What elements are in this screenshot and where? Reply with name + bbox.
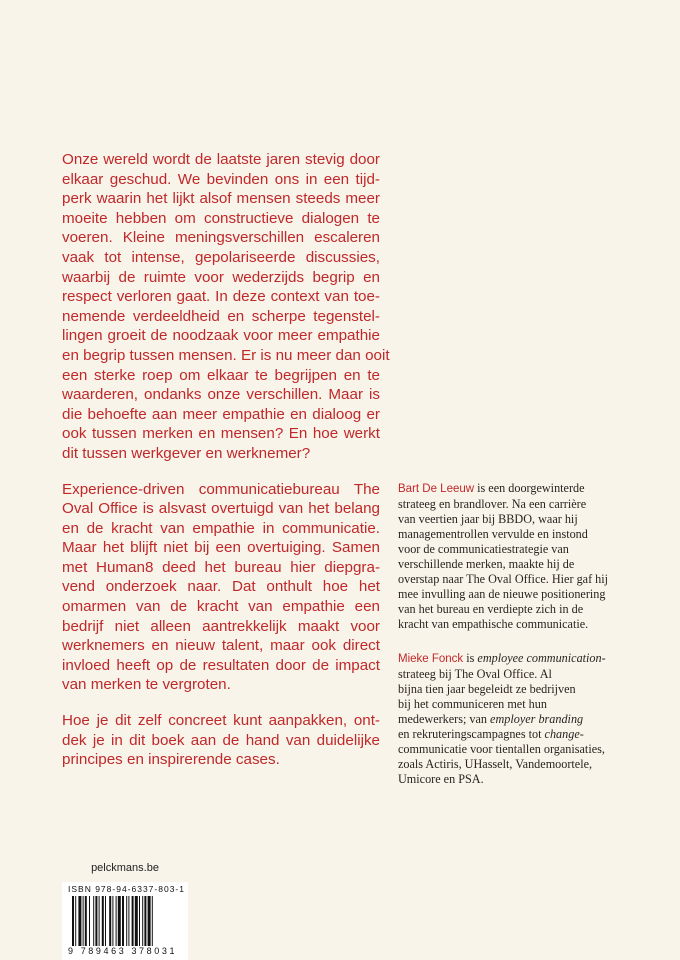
bio-text: verschillende merken, maakte hij de	[398, 557, 575, 571]
text-line: dek je in dit boek aan de hand van duidelijke	[62, 731, 380, 749]
text-line: nemende verdeeldheid en scherpe tegenstel-	[62, 307, 380, 325]
barcode-bar	[135, 896, 138, 952]
bio-text: managementrollen vervulde en instond	[398, 527, 588, 541]
barcode-bar	[112, 896, 113, 952]
isbn-label: ISBN 978-94-6337-803-1	[68, 884, 185, 894]
text-line: met Human8 deed het bureau hier diepgra-	[62, 558, 380, 576]
author-bio-bart-de-leeuw	[398, 481, 628, 632]
bio-line	[398, 772, 628, 787]
text-line: Maar het blijft niet bij een overtuiging. Samen	[62, 539, 380, 557]
bio-text: Umicore en PSA.	[398, 772, 484, 786]
text-line: perk waarin het lijkt alsof mensen steeds meer	[62, 190, 380, 208]
barcode-bar	[102, 896, 104, 952]
text-line: waarderen, ondanks onze verschillen. Maar is	[62, 386, 380, 404]
barcode-bar	[85, 896, 87, 952]
bio-text: kracht van empathische communicatie.	[398, 617, 589, 631]
text-line: en de kracht van empathie in communicatie.	[62, 519, 380, 537]
bio-text: bij het communiceren met hun	[398, 697, 547, 711]
bio-text: employee communication-	[477, 651, 606, 665]
text-line: Experience-driven communicatiebureau The	[62, 480, 380, 498]
text-line: die behoefte aan meer empathie en dialoog er	[62, 405, 380, 423]
text-line: voeren. Kleine meningsverschillen escaleren	[62, 229, 380, 247]
bio-line	[398, 527, 628, 542]
bio-text: change-	[544, 727, 584, 741]
barcode-bar	[148, 896, 151, 952]
barcode-bar	[109, 896, 111, 952]
barcode-bar	[122, 896, 124, 952]
blurb-paragraph	[62, 480, 380, 696]
barcode-bar	[72, 896, 74, 952]
barcode-bar	[126, 896, 127, 952]
bio-line	[398, 742, 628, 757]
barcode-bar	[118, 896, 121, 952]
text-line: werknemers en nieuw talent, maar ook direct	[62, 637, 380, 655]
publisher-website: pelckmans.be	[91, 862, 159, 874]
text-line: lingen groeit de noodzaak voor meer empathie	[62, 327, 380, 345]
bio-text: medewerkers; van	[398, 712, 491, 726]
bio-text: bijna tien jaar begeleidt ze bedrijven	[398, 682, 576, 696]
barcode-bar	[128, 896, 129, 952]
barcode-bar	[99, 896, 100, 952]
bio-line	[398, 757, 628, 772]
bio-line	[398, 512, 628, 527]
text-line: een sterke roep om elkaar te begrijpen en te	[62, 366, 380, 384]
bio-text: en rekruteringscampagnes tot	[398, 727, 545, 741]
blurb-paragraph	[62, 711, 380, 770]
barcode-bar	[142, 896, 143, 952]
barcode-bar	[93, 896, 94, 952]
barcode-bar	[78, 896, 81, 952]
text-line: moeite hebben om constructieve dialogen te	[62, 209, 380, 227]
text-line: vend onderzoek naar. Dat onthult hoe het	[62, 578, 380, 596]
bio-line	[398, 572, 628, 587]
bio-text: employer branding	[490, 712, 584, 726]
text-line: respect verloren gaat. In deze context van toe-	[62, 288, 380, 306]
author-bio-mieke-fonck	[398, 651, 628, 787]
text-line: Hoe je dit zelf concreet kunt aanpakken, ont-	[62, 712, 380, 730]
bio-line	[398, 727, 628, 742]
text-line: van merken te vergroten.	[62, 676, 231, 694]
bio-line	[398, 712, 628, 727]
text-line: elkaar geschud. We bevinden ons in een tijd-	[62, 170, 380, 188]
author-name: Bart De Leeuw	[398, 483, 475, 495]
text-line: waarbij de ruimte voor wederzijds begrip en	[62, 268, 380, 286]
bio-text: strateeg en brandlover. Na een carrière	[398, 497, 587, 511]
bio-line	[398, 497, 628, 512]
bio-line	[398, 667, 628, 682]
barcode-bar	[105, 896, 106, 952]
author-name: Mieke Fonck	[398, 653, 464, 665]
bio-line	[398, 557, 628, 572]
bio-line	[398, 697, 628, 712]
bio-text: mee invulling aan de nieuwe positionering	[398, 587, 606, 601]
bio-line	[398, 651, 628, 667]
bio-text: voor de communicatiestrategie van	[398, 542, 569, 556]
bio-text: strateeg bij The Oval Office. Al	[398, 667, 552, 681]
barcode-bar	[75, 896, 76, 952]
text-line: vaak tot intense, gepolariseerde discussies,	[62, 248, 380, 266]
bio-text: communicatie voor tientallen organisaties,	[398, 742, 605, 756]
bio-line	[398, 481, 628, 497]
bio-text: van het bureau en verdiepte zich in de	[398, 602, 584, 616]
text-line: en begrip tussen mensen. Er is nu meer dan ooit	[62, 346, 390, 364]
barcode-icon	[72, 896, 178, 952]
bio-line	[398, 617, 628, 632]
text-line: invloed heeft op de resultaten door de impact	[62, 656, 380, 674]
text-line: ook tussen merken en mensen? En hoe werkt	[62, 425, 380, 443]
barcode-bar	[83, 896, 84, 952]
text-line: bedrijf niet alleen aantrekkelijk maakt voor	[62, 617, 380, 635]
blurb	[62, 150, 390, 786]
barcode-bar	[89, 896, 90, 952]
bio-line	[398, 542, 628, 557]
text-line: dit tussen werkgever en werknemer?	[62, 444, 311, 462]
text-line: Onze wereld wordt de laatste jaren stevig door	[62, 151, 380, 168]
bio-line	[398, 682, 628, 697]
barcode-digits: 9 789463 378031	[68, 946, 178, 956]
barcode-bar	[152, 896, 153, 952]
barcode-bar	[116, 896, 117, 952]
text-line: omarmen van de kracht van empathie een	[62, 598, 380, 616]
barcode-bar	[132, 896, 134, 952]
isbn-barcode	[62, 882, 188, 960]
bio-text: is	[463, 651, 478, 665]
text-line: principes en inspirerende cases.	[62, 751, 280, 769]
barcode-bar	[95, 896, 97, 952]
text-line: Oval Office is alsvast overtuigd van het belang	[62, 500, 380, 518]
bio-text: van veertien jaar bij BBDO, waar hij	[398, 512, 578, 526]
bio-text: zoals Actiris, UHasselt, Vandemoortele,	[398, 757, 593, 771]
bio-line	[398, 602, 628, 617]
bio-line	[398, 587, 628, 602]
bio-text: is een doorgewinterde	[474, 481, 585, 495]
barcode-bar	[139, 896, 140, 952]
barcode-bar	[144, 896, 146, 952]
bio-text: overstap naar The Oval Office. Hier gaf hij	[398, 572, 609, 586]
blurb-paragraph	[62, 150, 390, 464]
